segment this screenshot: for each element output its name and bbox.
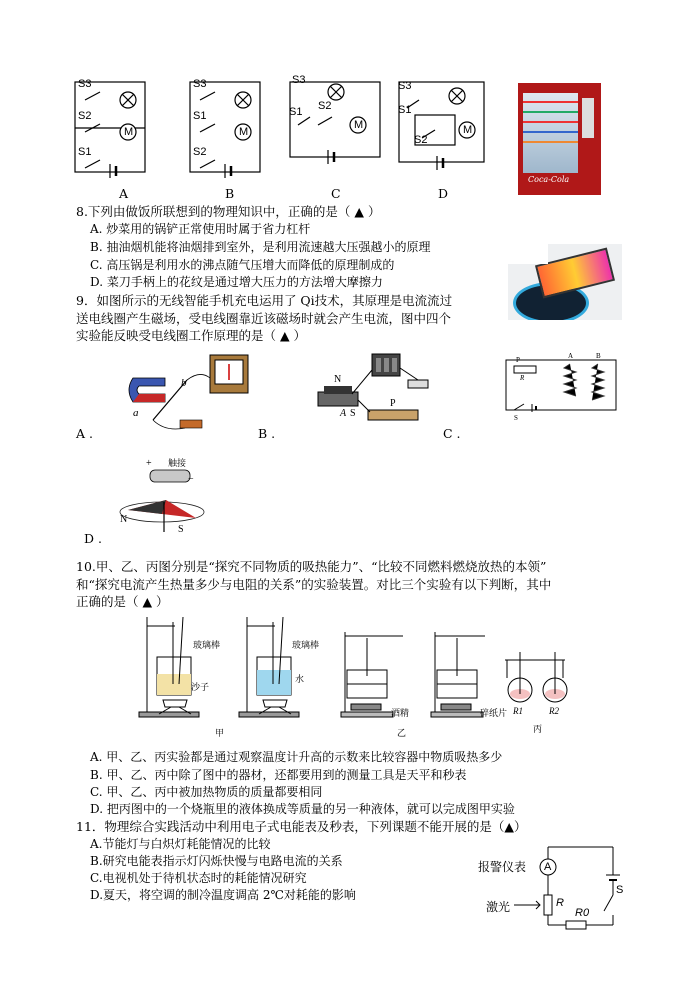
switch-label: S3 bbox=[292, 74, 306, 86]
switch-label: S3 bbox=[193, 78, 207, 90]
switch-label: S3 bbox=[398, 80, 412, 92]
q9-label-d: D . bbox=[84, 531, 102, 546]
wireless-charger-photo bbox=[508, 244, 622, 320]
q10-line-1: 10.甲、乙、丙图分别是“探究不同物质的吸热能力”、“比较不同燃料燃烧放热的本领” bbox=[76, 559, 547, 574]
q11-option-d: D.夏天，将空调的制冷温度调高 2℃对耗能的影响 bbox=[90, 888, 356, 902]
fig-b-a: A bbox=[340, 408, 347, 419]
motor-label-c: M bbox=[354, 119, 364, 131]
fig-c-p: P bbox=[516, 356, 520, 364]
q9-figure-d bbox=[112, 452, 222, 537]
fig-a-label-b: b bbox=[181, 377, 187, 389]
circuit-c bbox=[290, 82, 380, 164]
q8-option-c: C. 高压锅是利用水的沸点随气压增大而降低的原理制成的 bbox=[90, 258, 395, 272]
fig-a-label-a: a bbox=[133, 407, 139, 419]
q10-line-3: 正确的是（ ▲ ） bbox=[76, 594, 169, 609]
label-bing: 丙 bbox=[533, 724, 543, 734]
laser-label: 激光 bbox=[486, 900, 511, 914]
q11-option-b: B.研究电能表指示灯闪烁快慢与电路电流的关系 bbox=[90, 854, 343, 868]
q8-stem: 8.下列由做饭所联想到的物理知识中，正确的是（ ▲ ） bbox=[76, 204, 381, 219]
q9-figure-b bbox=[308, 350, 438, 440]
label-r1: R1 bbox=[513, 706, 523, 716]
q8-option-a: A. 炒菜用的锅铲正常使用时属于省力杠杆 bbox=[90, 222, 311, 236]
q10-option-b: B. 甲、乙、丙中除了图中的器材，还都要用到的测量工具是天平和秒表 bbox=[90, 768, 467, 782]
q10-option-d: D. 把丙图中的一个烧瓶里的液体换成等质量的另一种液体，就可以完成图甲实验 bbox=[90, 802, 515, 816]
fig-b-p: P bbox=[390, 398, 396, 409]
q9-line-2: 送电线圈产生磁场，受电线圈靠近该磁场时就会产生电流，图中四个 bbox=[76, 311, 452, 326]
q9-line-1: 9．如图所示的无线智能手机充电运用了 Qi技术，其原理是电流流过 bbox=[76, 293, 453, 308]
q9-label-a: A . bbox=[76, 426, 93, 441]
motor-label-b: M bbox=[239, 126, 249, 138]
q8-option-d: D. 菜刀手柄上的花纹是通过增大压力的方法增大摩擦力 bbox=[90, 275, 383, 289]
vending-machine-photo bbox=[518, 83, 601, 195]
motor-label-a: M bbox=[124, 126, 134, 138]
fig-c-a: A bbox=[568, 352, 574, 360]
coca-cola-logo: Coca-Cola bbox=[528, 175, 570, 184]
fig-d-n: N bbox=[120, 514, 128, 525]
fig-c-s: S bbox=[514, 414, 518, 422]
fig-d-touch: 触接 bbox=[168, 458, 187, 468]
resistor-r-label: R bbox=[556, 897, 564, 909]
fig-b-n: N bbox=[334, 374, 342, 385]
label-yi: 乙 bbox=[397, 728, 407, 737]
q11-option-a: A.节能灯与白炽灯耗能情况的比较 bbox=[90, 837, 271, 851]
fig-d-minus: − bbox=[188, 474, 194, 485]
switch-label: S2 bbox=[78, 110, 92, 122]
q11-option-c: C.电视机处于待机状态时的耗能情况研究 bbox=[90, 871, 307, 885]
q10-apparatus bbox=[135, 612, 595, 737]
fig-d-s: S bbox=[178, 524, 184, 535]
q10-option-a: A. 甲、乙、丙实验都是通过观察温度计升高的示数来比较容器中物质吸热多少 bbox=[90, 750, 503, 764]
q9-figure-a bbox=[125, 350, 255, 440]
circuit-option-d: D bbox=[438, 186, 449, 201]
ammeter-label: A bbox=[544, 861, 552, 873]
fig-b-s: S bbox=[350, 408, 356, 419]
q9-line-3: 实验能反映受电线圈工作原理的是（ ▲ ） bbox=[76, 328, 307, 343]
circuit-b bbox=[190, 82, 260, 178]
q10-line-2: 和“探究电流产生热量多少与电阻的关系”的实验装置。对比三个实验有以下判断，其中 bbox=[76, 577, 552, 592]
alarm-label: 报警仪表 bbox=[478, 860, 527, 874]
resistor-r0-label: R0 bbox=[575, 907, 590, 919]
switch-label: S2 bbox=[414, 134, 428, 146]
circuit-option-b: B bbox=[225, 186, 235, 201]
q9-figure-c bbox=[502, 350, 622, 430]
fig-d-plus: + bbox=[146, 458, 152, 469]
label-alcohol: 酒精 bbox=[391, 708, 410, 718]
q8-option-b: B. 抽油烟机能将油烟排到室外，是利用流速越大压强越小的原理 bbox=[90, 240, 431, 254]
circuit-option-c: C bbox=[331, 186, 341, 201]
label-sand: 沙子 bbox=[191, 682, 210, 692]
switch-s-label: S bbox=[616, 884, 624, 896]
switch-label: S3 bbox=[78, 78, 92, 90]
switch-label: S2 bbox=[318, 100, 332, 112]
fig-c-b: B bbox=[596, 352, 601, 360]
q10-option-c: C. 甲、乙、丙中被加热物质的质量都要相同 bbox=[90, 785, 323, 799]
q9-label-c: C . bbox=[443, 426, 461, 441]
label-glass-rod-2: 玻璃棒 bbox=[292, 640, 320, 650]
switch-label: S2 bbox=[193, 146, 207, 158]
motor-label-d: M bbox=[463, 124, 473, 136]
circuit-a bbox=[75, 82, 145, 178]
label-r2: R2 bbox=[549, 706, 559, 716]
q9-label-b: B . bbox=[258, 426, 276, 441]
switch-label: S1 bbox=[289, 106, 303, 118]
q11-stem: 11．物理综合实践活动中利用电子式电能表及秒表，下列课题不能开展的是（▲） bbox=[76, 819, 527, 834]
label-paper: 碎纸片 bbox=[480, 708, 508, 718]
switch-label: S1 bbox=[78, 146, 92, 158]
circuit-option-a: A bbox=[119, 186, 129, 201]
label-jia: 甲 bbox=[215, 728, 225, 737]
fig-c-r: R bbox=[520, 374, 525, 382]
switch-label: S1 bbox=[398, 104, 412, 116]
label-water: 水 bbox=[295, 674, 305, 684]
switch-label: S1 bbox=[193, 110, 207, 122]
label-glass-rod-1: 玻璃棒 bbox=[193, 640, 221, 650]
